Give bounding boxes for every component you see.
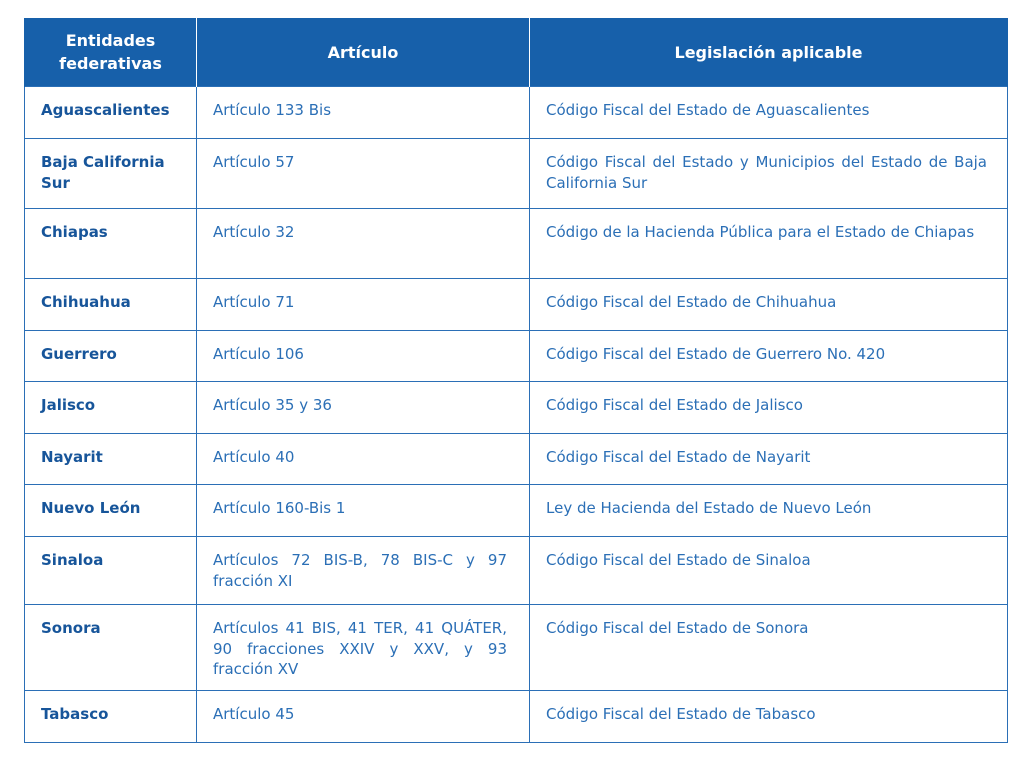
entity-cell: Chihuahua: [25, 279, 197, 331]
entity-cell: Guerrero: [25, 331, 197, 382]
header-legislation: Legislación aplicable: [530, 18, 1008, 87]
entity-cell: Nayarit: [25, 434, 197, 485]
legislation-cell: Código Fiscal del Estado de Guerrero No. 420: [530, 331, 1008, 382]
table-row: [25, 382, 1008, 434]
table-row: [25, 279, 1008, 331]
table-row: [25, 209, 1008, 279]
header-entity: Entidades federativas: [25, 18, 197, 87]
legislation-cell: Código Fiscal del Estado de Chihuahua: [530, 279, 1008, 331]
article-cell: Artículo 71: [197, 279, 530, 331]
table-header: [25, 18, 1008, 87]
article-cell: Artículo 32: [197, 209, 530, 279]
article-cell: Artículo 35 y 36: [197, 382, 530, 434]
article-cell: Artículo 106: [197, 331, 530, 382]
article-cell: Artículo 40: [197, 434, 530, 485]
table-row: [25, 485, 1008, 537]
table-row: [25, 537, 1008, 605]
entity-cell: Chiapas: [25, 209, 197, 279]
table-row: [25, 605, 1008, 691]
legislation-table: [24, 18, 1008, 743]
table-row: [25, 691, 1008, 743]
legislation-cell: Código Fiscal del Estado de Jalisco: [530, 382, 1008, 434]
article-cell: Artículo 45: [197, 691, 530, 743]
table-row: [25, 434, 1008, 485]
header-row: [25, 18, 1008, 87]
legislation-cell: Código Fiscal del Estado de Tabasco: [530, 691, 1008, 743]
legislation-cell: Código Fiscal del Estado de Sonora: [530, 605, 1008, 691]
table-row: [25, 87, 1008, 139]
legislation-cell: Ley de Hacienda del Estado de Nuevo León: [530, 485, 1008, 537]
table-body: [25, 87, 1008, 743]
entity-cell: Nuevo León: [25, 485, 197, 537]
legislation-cell: Código Fiscal del Estado de Aguascalientes: [530, 87, 1008, 139]
header-article: Artículo: [197, 18, 530, 87]
article-cell: Artículo 133 Bis: [197, 87, 530, 139]
legislation-cell: Código Fiscal del Estado de Sinaloa: [530, 537, 1008, 605]
entity-cell: Tabasco: [25, 691, 197, 743]
legislation-cell: Código de la Hacienda Pública para el Estado de Chiapas: [530, 209, 1008, 279]
table-row: [25, 331, 1008, 382]
entity-cell: Sonora: [25, 605, 197, 691]
article-cell: Artículos 72 BIS-B, 78 BIS-C y 97 fracción XI: [197, 537, 530, 605]
article-cell: Artículo 160-Bis 1: [197, 485, 530, 537]
entity-cell: Sinaloa: [25, 537, 197, 605]
entity-cell: Aguascalientes: [25, 87, 197, 139]
table-row: [25, 139, 1008, 209]
legislation-cell: Código Fiscal del Estado de Nayarit: [530, 434, 1008, 485]
article-cell: Artículos 41 BIS, 41 TER, 41 QUÁTER, 90 fracciones XXIV y XXV, y 93 fracción XV: [197, 605, 530, 691]
entity-cell: Jalisco: [25, 382, 197, 434]
article-cell: Artículo 57: [197, 139, 530, 209]
entity-cell: Baja California Sur: [25, 139, 197, 209]
legislation-cell: Código Fiscal del Estado y Municipios del Estado de Baja California Sur: [530, 139, 1008, 209]
